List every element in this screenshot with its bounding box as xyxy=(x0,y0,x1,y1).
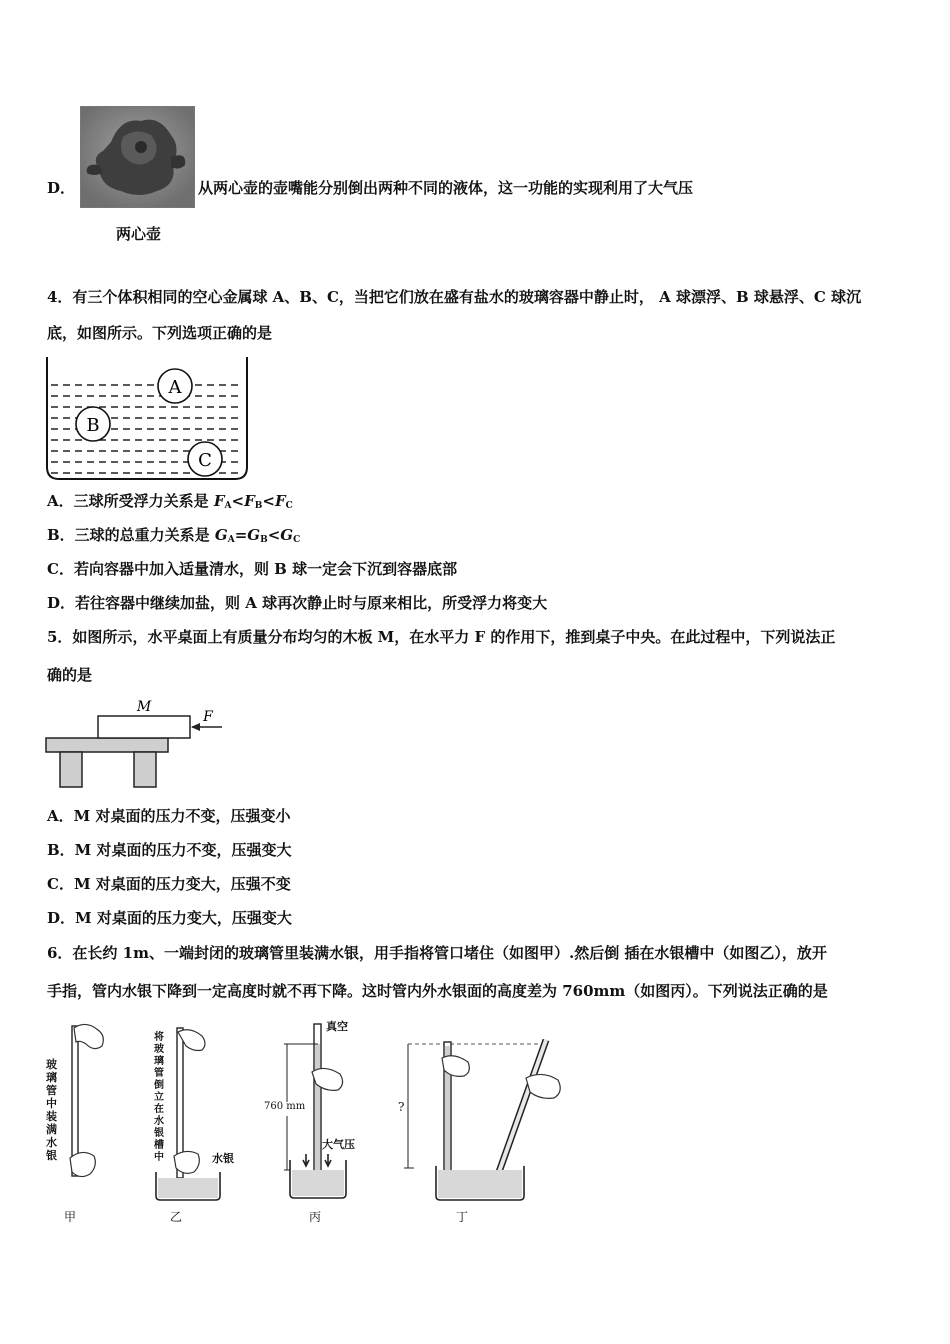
q4-option-d: D．若往容器中继续加盐，则 A 球再次静止时与原来相比，所受浮力将变大 xyxy=(47,594,548,612)
caption-ding: 丁 xyxy=(456,1210,469,1224)
pressure-arrow-left xyxy=(303,1154,309,1166)
ball-c-label: C xyxy=(198,450,212,471)
vacuum-label: 真空 xyxy=(326,1020,348,1033)
table xyxy=(46,738,168,787)
ball-b xyxy=(76,407,110,441)
q5-option-b: B．M 对桌面的压力不变，压强变大 xyxy=(47,841,292,859)
q6-stem-line2: 手指，管内水银下降到一定高度时就不再下降。这时管内外水银面的高度差为 760mm（如图丙）。下列说法正确的是 xyxy=(47,982,828,1000)
q5-option-a: A．M 对桌面的压力不变，压强变小 xyxy=(47,807,291,825)
mercury xyxy=(292,1170,344,1196)
figure-ding xyxy=(396,1018,586,1203)
q3-option-d-label: D． xyxy=(47,179,76,197)
q4-option-c: C．若向容器中加入适量清水，则 B 球一定会下沉到容器底部 xyxy=(47,560,458,578)
q4-stem-line1: 4．有三个体积相同的空心金属球 A、B、C，当把它们放在盛有盐水的玻璃容器中静止时， A 球漂浮、B 球悬浮、C 球沉 xyxy=(47,288,862,306)
atmosphere-label: 大气压 xyxy=(322,1138,355,1151)
q6-stem-line1: 6．在长约 1m、一端封闭的玻璃管里装满水银，用手指将管口堵住（如图甲）.然后倒 插在水银槽中（如图乙），放开 xyxy=(47,944,827,962)
ball-a-label: A xyxy=(168,377,182,398)
teapot-illustration xyxy=(81,107,194,207)
mercury xyxy=(158,1178,218,1198)
hand-right xyxy=(526,1074,560,1098)
force-label: F xyxy=(203,709,213,725)
ball-b-label: B xyxy=(86,415,100,436)
q4-option-a: A．三球所受浮力关系是 $F_A<F_B<F_C$ xyxy=(47,492,293,511)
hand-bottom xyxy=(70,1152,95,1176)
q5-option-d: D．M 对桌面的压力变大，压强变大 xyxy=(47,909,292,927)
q5-stem-line2: 确的是 xyxy=(47,666,93,684)
jia-side-label: 玻璃管中装满水银 xyxy=(46,1058,57,1162)
ball-c xyxy=(188,442,222,476)
mercury xyxy=(438,1170,522,1198)
q3-option-d-text: 从两心壶的壶嘴能分别倒出两种不同的液体，这一功能的实现利用了大气压 xyxy=(198,179,694,197)
caption-jia: 甲 xyxy=(64,1210,77,1224)
caption-yi: 乙 xyxy=(170,1210,183,1224)
ball-a xyxy=(158,369,192,403)
q5-option-c: C．M 对桌面的压力变大，压强不变 xyxy=(47,875,291,893)
teapot-caption: 两心壶 xyxy=(116,225,162,243)
caption-bing: 丙 xyxy=(309,1210,322,1224)
q5-table-figure xyxy=(44,696,234,791)
mercury-column xyxy=(315,1044,320,1180)
teapot-photo xyxy=(80,106,195,208)
q4-option-b: B．三球的总重力关系是 $G_A=G_B<G_C$ xyxy=(47,526,301,545)
q4-stem-line2: 底，如图所示。下列选项正确的是 xyxy=(47,324,273,342)
yi-side-label: 将玻璃管倒立在水银槽中 xyxy=(154,1032,164,1163)
board-m-label: M xyxy=(136,699,152,715)
height-label: 760 mm xyxy=(264,1101,306,1112)
mercury-label: 水银 xyxy=(212,1152,234,1165)
q4-container-figure xyxy=(45,355,250,483)
board-m xyxy=(98,716,190,738)
hand-bottom xyxy=(174,1151,199,1173)
pressure-arrow-right xyxy=(325,1154,331,1166)
q5-stem-line1: 5．如图所示，水平桌面上有质量分布均匀的木板 M，在水平力 F 的作用下，推到桌子中央。在此过程中，下列说法正 xyxy=(47,628,836,646)
unknown-height-label: ? xyxy=(398,1100,405,1114)
